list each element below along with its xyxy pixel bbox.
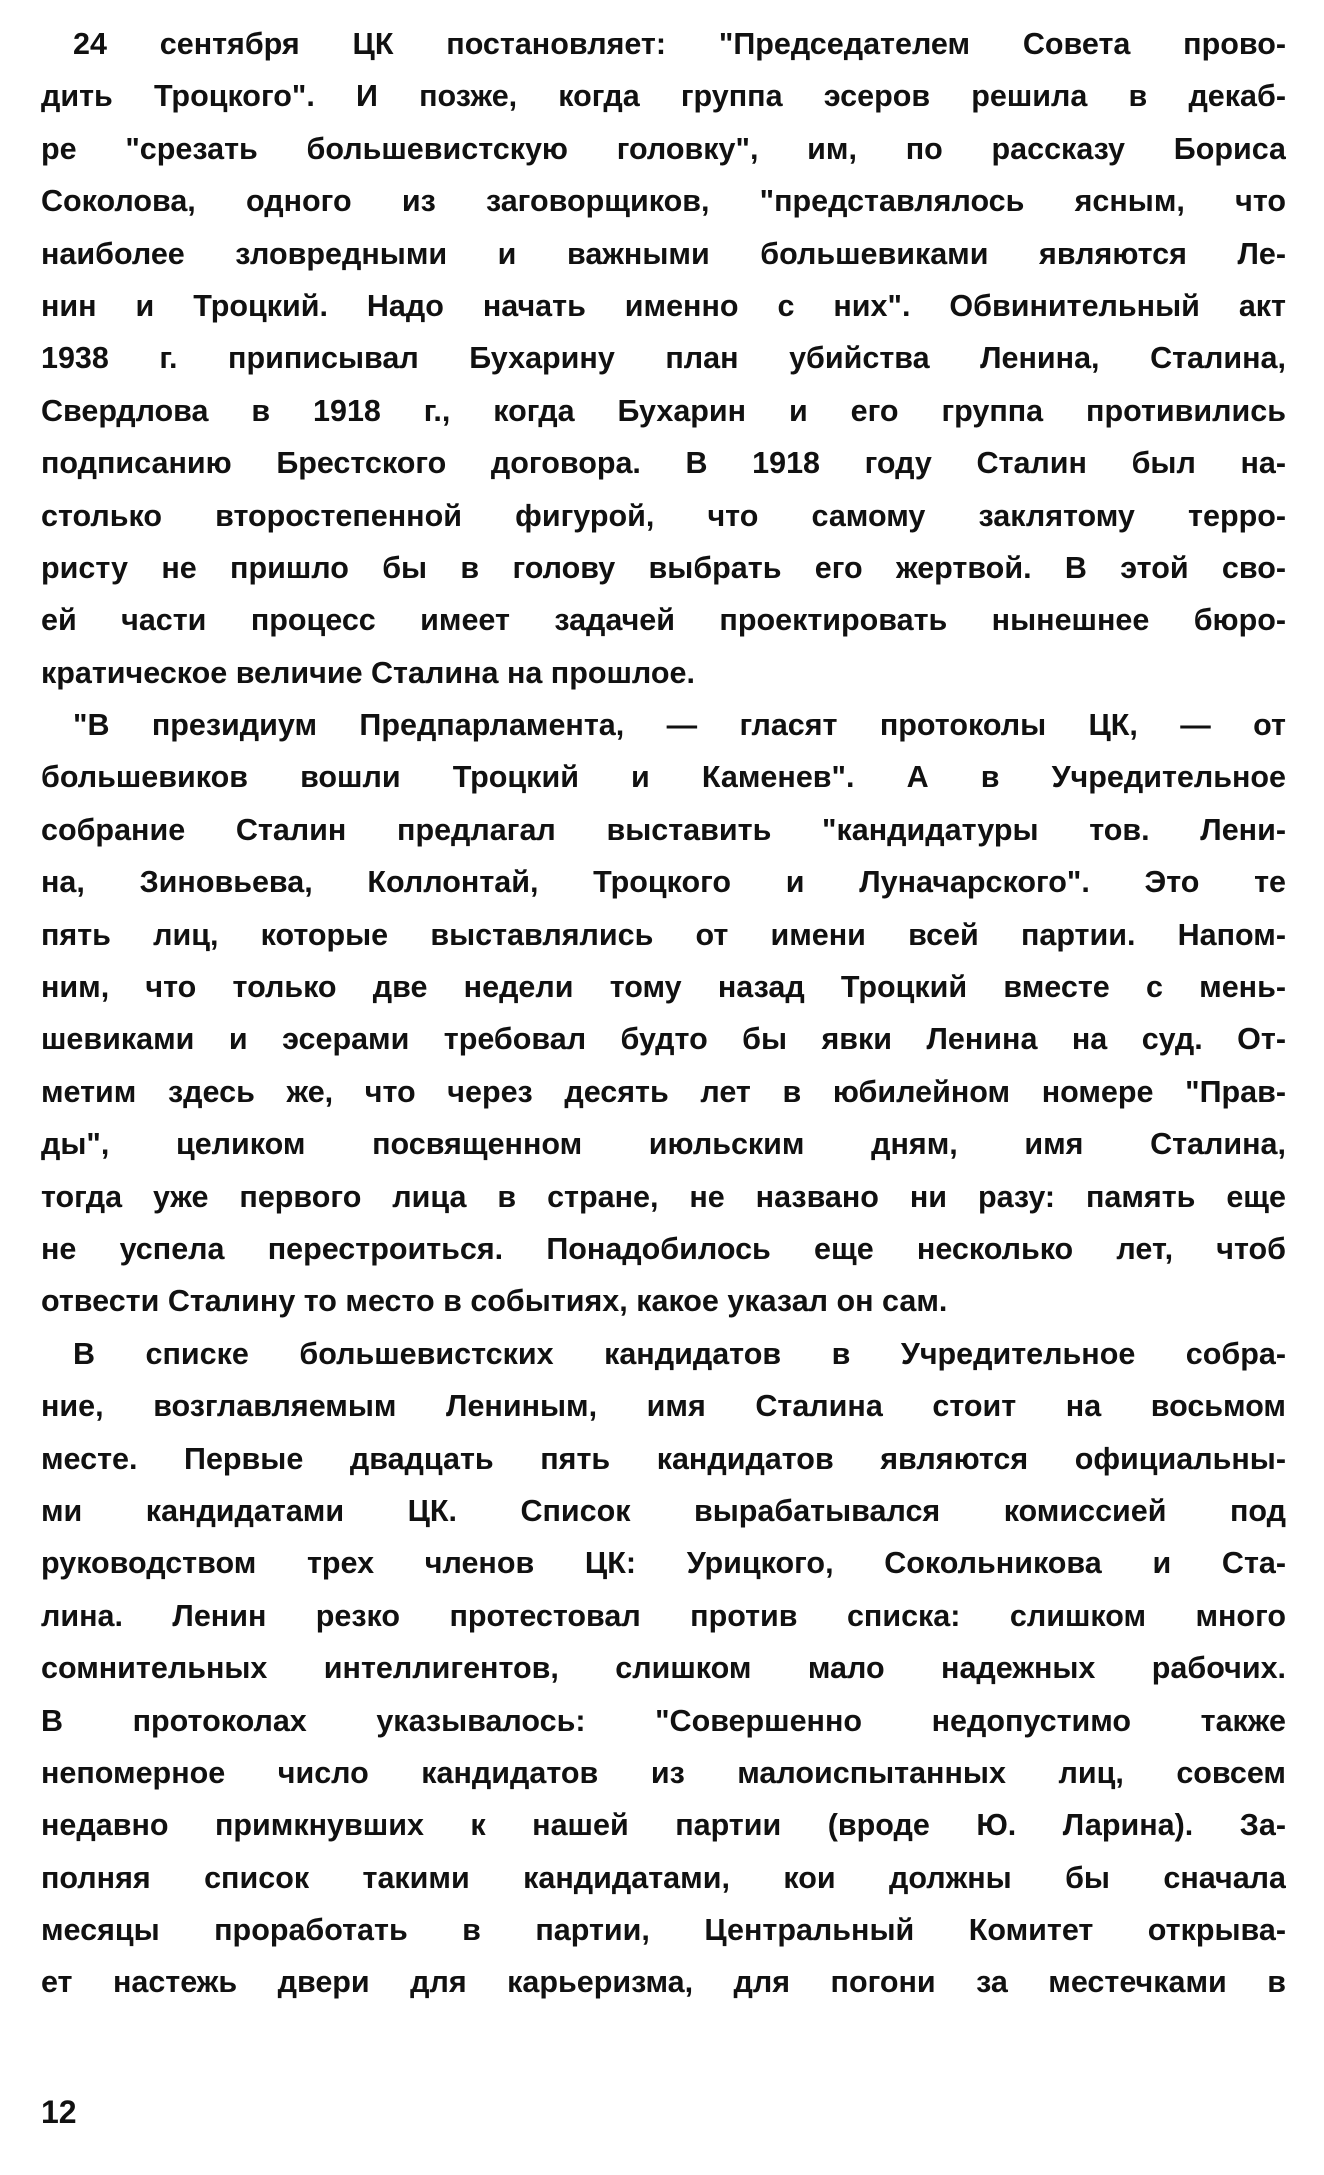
text-line: ним, что только две недели тому назад Троцкий вместе с мень- <box>41 970 1286 1005</box>
text-line: В списке большевистских кандидатов в Учредительное собра- <box>73 1336 1286 1371</box>
text-line: ми кандидатами ЦК. Список вырабатывался комиссией под <box>41 1493 1286 1528</box>
text-line: подписанию Брестского договора. В 1918 году Сталин был на- <box>41 446 1286 481</box>
text-line: месяцы проработать в партии, Центральный Комитет открыва- <box>41 1913 1286 1948</box>
text-line: 1938 г. приписывал Бухарину план убийства Ленина, Сталина, <box>41 341 1286 376</box>
text-line: сомнительных интеллигентов, слишком мало надежных рабочих. <box>41 1651 1286 1686</box>
text-line: кратическое величие Сталина на прошлое. <box>41 655 695 690</box>
text-line: метим здесь же, что через десять лет в юбилейном номере "Прав- <box>41 1074 1286 1109</box>
text-line: наиболее зловредными и важными большевиками являются Ле- <box>41 236 1286 271</box>
text-line: месте. Первые двадцать пять кандидатов являются официальны- <box>41 1441 1286 1476</box>
text-line: отвести Сталину то место в событиях, какое указал он сам. <box>41 1284 948 1319</box>
text-line: большевиков вошли Троцкий и Каменев". А в Учредительное <box>41 760 1286 795</box>
text-line: пять лиц, которые выставлялись от имени всей партии. Напом- <box>41 917 1286 952</box>
text-line: собрание Сталин предлагал выставить "кандидатуры тов. Лени- <box>41 812 1286 847</box>
text-line: дить Троцкого". И позже, когда группа эсеров решила в декаб- <box>41 79 1286 114</box>
text-line: недавно примкнувших к нашей партии (вроде Ю. Ларина). За- <box>41 1808 1286 1843</box>
paragraph <box>41 1328 1286 2009</box>
text-line: "В президиум Предпарламента, — гласят протоколы ЦК, — от <box>73 708 1286 743</box>
text-line: 24 сентября ЦК постановляет: "Председателем Совета прово- <box>73 27 1286 61</box>
text-line: В протоколах указывалось: "Совершенно недопустимо также <box>41 1703 1286 1738</box>
text-line: ет настежь двери для карьеризма, для погони за местечками в <box>41 1965 1286 2000</box>
text-line: шевиками и эсерами требовал будто бы явки Ленина на суд. От- <box>41 1022 1286 1057</box>
text-line: ре "срезать большевистскую головку", им, по рассказу Бориса <box>41 131 1286 166</box>
text-line: нин и Троцкий. Надо начать именно с них". Обвинительный акт <box>41 288 1286 323</box>
text-line: ды", целиком посвященном июльским дням, имя Сталина, <box>41 1127 1286 1162</box>
text-line: столько второстепенной фигурой, что самому заклятому терро- <box>41 498 1286 533</box>
text-line: Свердлова в 1918 г., когда Бухарин и его группа противились <box>41 393 1286 428</box>
text-line: тогда уже первого лица в стране, не названо ни разу: память еще <box>41 1179 1286 1214</box>
text-line: лина. Ленин резко протестовал против списка: слишком много <box>41 1598 1286 1633</box>
text-line: на, Зиновьева, Коллонтай, Троцкого и Луначарского". Это те <box>41 865 1286 900</box>
paragraph <box>41 18 1286 699</box>
text-line: руководством трех членов ЦК: Урицкого, Сокольникова и Ста- <box>41 1546 1286 1581</box>
text-line: не успела перестроиться. Понадобилось еще несколько лет, чтоб <box>41 1231 1286 1266</box>
text-line: ей части процесс имеет задачей проектировать нынешнее бюро- <box>41 603 1286 638</box>
body-text <box>41 18 1286 2009</box>
page-number: 12 <box>41 2094 77 2130</box>
paragraph <box>41 699 1286 1328</box>
text-line: Соколова, одного из заговорщиков, "представлялось ясным, что <box>41 184 1286 219</box>
text-line: полняя список такими кандидатами, кои должны бы сначала <box>41 1860 1286 1895</box>
text-line: непомерное число кандидатов из малоиспытанных лиц, совсем <box>41 1755 1286 1790</box>
text-line: ристу не пришло бы в голову выбрать его жертвой. В этой сво- <box>41 550 1286 585</box>
text-line: ние, возглавляемым Лениным, имя Сталина стоит на восьмом <box>41 1389 1286 1424</box>
